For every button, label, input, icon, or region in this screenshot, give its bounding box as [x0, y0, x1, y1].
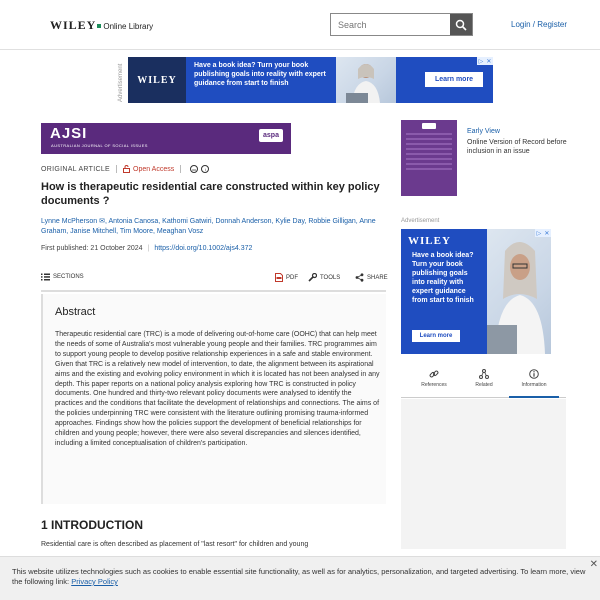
- logo-dot-icon: [97, 24, 101, 28]
- early-view-description: Online Version of Record before inclusion in an issue: [467, 139, 567, 155]
- open-access-badge: [123, 165, 174, 173]
- cover-badge: [422, 123, 436, 129]
- privacy-policy-link[interactable]: Privacy Policy: [71, 577, 118, 586]
- divider: |: [147, 245, 150, 252]
- wrench-icon: [308, 273, 317, 282]
- divider: [116, 165, 117, 173]
- info-icon: [529, 369, 539, 379]
- ad-learn-more-button[interactable]: Learn more: [425, 72, 483, 87]
- share-button[interactable]: [355, 273, 388, 282]
- site-header: [0, 0, 600, 50]
- cc-license-icon[interactable]: cc: [192, 166, 197, 172]
- open-access-label: Open Access: [133, 165, 175, 173]
- early-view-link[interactable]: Early View: [467, 128, 500, 135]
- share-icon: [355, 273, 364, 282]
- tools-label: TOOLS: [320, 274, 341, 281]
- tab-information[interactable]: [509, 369, 559, 398]
- ad-choices[interactable]: [477, 57, 493, 65]
- pdf-label: PDF: [286, 274, 298, 281]
- introduction-text: Residential care is often described as placement of "last resort" for children and young: [41, 541, 309, 548]
- journal-full-name: AUSTRALIAN JOURNAL OF SOCIAL ISSUES: [51, 143, 148, 148]
- tools-button[interactable]: [308, 273, 340, 282]
- introduction-heading: 1 INTRODUCTION: [41, 518, 143, 532]
- ad-label: Advertisement: [118, 63, 124, 102]
- publication-info: [41, 245, 252, 252]
- cookie-banner: [0, 556, 600, 600]
- partner-logo: aspa: [259, 129, 283, 142]
- side-ad-headline: Have a book idea? Turn your book publishing goals into reality with expert guidance from start to finish: [412, 252, 474, 304]
- side-advertisement[interactable]: [401, 229, 551, 354]
- article-title: How is therapeutic residential care constructed within key policy documents ?: [41, 181, 380, 207]
- side-ad-label: Advertisement: [401, 218, 440, 224]
- ad-photo: [336, 57, 396, 103]
- search-input[interactable]: [331, 14, 450, 35]
- side-ad-choices[interactable]: [535, 229, 551, 237]
- ad-info-icon: ▷: [478, 58, 484, 65]
- side-ad-brand: WILEY: [408, 235, 451, 247]
- first-published-label: First published:: [41, 245, 89, 252]
- logo-brand: WILEY: [50, 18, 97, 32]
- cover-decoration: [404, 133, 454, 170]
- wiley-logo[interactable]: [50, 18, 153, 33]
- article-type: ORIGINAL ARTICLE: [41, 165, 110, 173]
- sidebar-tabs: [401, 364, 566, 398]
- close-icon[interactable]: ✕: [589, 559, 598, 570]
- cc-by-icon[interactable]: i: [201, 165, 209, 173]
- logo-product: Online Library: [103, 22, 154, 31]
- tab-related-label: Related: [475, 382, 493, 388]
- search-button[interactable]: [450, 14, 472, 35]
- network-icon: [479, 369, 489, 379]
- information-panel: [401, 399, 566, 549]
- search-box: [330, 13, 473, 36]
- ad-headline: Have a book idea? Turn your book publishing goals into reality with expert guidance from start to finish: [194, 62, 326, 87]
- ad-close-icon[interactable]: ✕: [486, 58, 492, 65]
- abstract-heading: Abstract: [55, 306, 96, 318]
- pdf-icon: [275, 273, 283, 282]
- tab-references[interactable]: [409, 369, 459, 388]
- divider: [180, 165, 181, 173]
- sections-button[interactable]: [41, 273, 84, 281]
- doi-link[interactable]: https://doi.org/10.1002/ajs4.372: [154, 245, 253, 252]
- top-advertisement[interactable]: [128, 57, 493, 103]
- journal-banner[interactable]: [41, 123, 291, 154]
- article-meta: [41, 165, 209, 173]
- login-register-link[interactable]: Login / Register: [511, 20, 568, 29]
- side-ad-learn-more-button[interactable]: Learn more: [412, 330, 460, 342]
- journal-abbrev: AJSI: [50, 125, 88, 142]
- link-icon: [429, 369, 439, 379]
- ad-brand: WILEY: [128, 57, 186, 103]
- share-label: SHARE: [367, 274, 388, 281]
- author-list[interactable]: Lynne McPherson ✉, Antonia Canosa, Kathomi Gatwiri, Donnah Anderson, Kylie Day, Robbie Gilligan, Anne Graham, Janise Mitchell, Tim Moore, Meaghan Vosz: [41, 218, 376, 235]
- list-icon: [41, 273, 50, 281]
- ad-info-icon: ▷: [536, 230, 542, 237]
- article-tools-bar: [41, 268, 386, 292]
- pdf-button[interactable]: [275, 273, 298, 282]
- abstract-body: Therapeutic residential care (TRC) is a mode of delivering out-of-home care (OOHC) that can help meet the needs of some of Australia's most vulnerable young people and their families. TRC programmes aim to support young people to develop positive relationship experiences in a safe and stable environment. Given that TRC is a relatively new model of intervention, to date, the alignment between its aspirational aims and the existing and evolving policy environment in which it is located has not been analysed in any depth. This paper reports on a national policy analysis exploring how TRC is constructed in policy documents. One hundred and thirty-two relevant policy documents were analysed to identify the practices and the conditions that facilitate the development of relationships and connections. The aims of the policies underpinning TRC were consistent with the literature outlining promising trauma-informed approaches. Findings show how the policies support the development of beneficial relationships for children and young people; however, there were also several discrepancies and silences identified, including a limited conceptualisation of children's participation.: [55, 331, 380, 447]
- cookie-message: [12, 567, 587, 587]
- tab-related[interactable]: [459, 369, 509, 388]
- abstract-section: [41, 294, 386, 504]
- unlock-icon: [123, 165, 130, 173]
- cookie-text: This website utilizes technologies such as cookies to enable essential site functionality, as well as for analytics, personalization, and targeted advertising. To learn more, view the following link:: [12, 567, 586, 586]
- tab-references-label: References: [421, 382, 447, 388]
- sections-label: SECTIONS: [53, 274, 84, 280]
- journal-cover-image[interactable]: [401, 120, 457, 196]
- tab-information-label: Information: [521, 382, 547, 388]
- ad-close-icon[interactable]: ✕: [544, 230, 550, 237]
- search-icon: [455, 19, 467, 31]
- first-published-date: 21 October 2024: [90, 245, 143, 252]
- side-ad-photo: [487, 229, 551, 354]
